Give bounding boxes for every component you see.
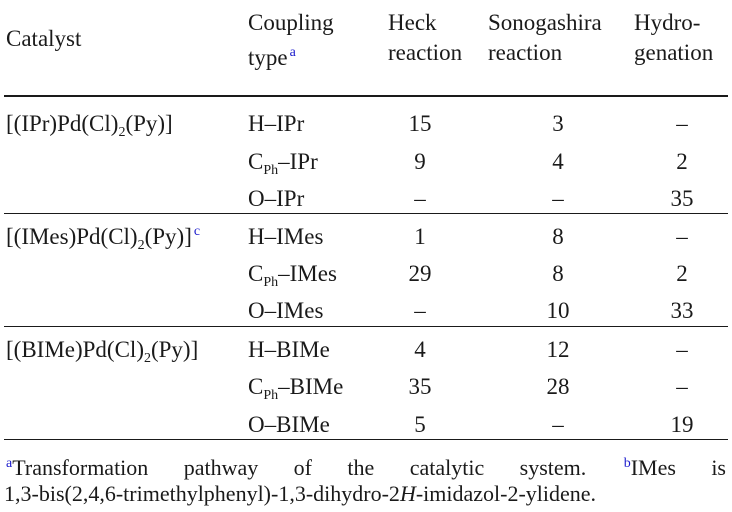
- hydrogenation-value: 33: [670, 298, 694, 323]
- table-row: $C_{Ph}$–BIMe: [248, 374, 344, 403]
- heck-value: 4: [414, 337, 426, 362]
- sonogashira-value: 3: [552, 111, 564, 136]
- heck-value: 9: [414, 149, 426, 174]
- footnote-line-2: 1,3-bis(2,4,6-trimethylphenyl)-1,3-dihydro-2H-imidazol-2-ylidene.: [4, 481, 597, 506]
- header-heck-line1: Heck: [388, 10, 437, 35]
- sonogashira-value: 4: [552, 149, 564, 174]
- sonogashira-value: 28: [546, 374, 570, 399]
- header-sono-line2: reaction: [488, 40, 563, 65]
- table-row: H–BIMe: [248, 337, 330, 362]
- sonogashira-value: 8: [552, 261, 564, 286]
- heck-value: 15: [408, 111, 432, 136]
- heck-value: 1: [414, 224, 426, 249]
- footnote-b-marker: b: [623, 456, 631, 471]
- header-heck-line2: reaction: [388, 40, 463, 65]
- heck-value: –: [414, 186, 426, 211]
- footnote-a-marker: a: [6, 456, 13, 471]
- catalyst-name: $[(IPr)Pd(Cl)_2(Py)]$: [6, 111, 173, 140]
- header-hydrogenation: [634, 8, 713, 68]
- footnote-a-text: Transformation pathway of the catalytic system.: [12, 455, 587, 480]
- header-coupling-line2: type $^a$: [248, 45, 296, 70]
- hydrogenation-value: –: [676, 224, 688, 249]
- sonogashira-value: –: [552, 186, 564, 211]
- header-sono-line1: Sonogashira: [488, 10, 602, 35]
- table-row: H–IPr: [248, 111, 305, 136]
- hydrogenation-value: 2: [676, 149, 688, 174]
- heck-value: 29: [408, 261, 432, 286]
- hydrogenation-value: 35: [670, 186, 694, 211]
- footnote-marker-a[interactable]: a: [289, 45, 296, 60]
- group-divider-1: [4, 213, 728, 214]
- table-row: O–IPr: [248, 186, 305, 211]
- table-row: H–IMes: [248, 224, 324, 249]
- header-sonogashira: [488, 8, 602, 68]
- heck-value: 35: [408, 374, 432, 399]
- group-divider-2: [4, 326, 728, 327]
- header-heck: [388, 8, 462, 68]
- hydrogenation-value: –: [676, 374, 688, 399]
- catalyst-name: $[(BIMe)Pd(Cl)_2(Py)]$: [6, 337, 199, 366]
- table-bottom-rule: [4, 439, 728, 440]
- header-hydro-line2: genation: [634, 40, 714, 65]
- hydrogenation-value: 2: [676, 261, 688, 286]
- header-coupling-line1: Coupling: [248, 10, 334, 35]
- footnote-marker-c[interactable]: c: [193, 224, 201, 239]
- sonogashira-value: –: [552, 412, 564, 437]
- header-rule: [4, 95, 728, 97]
- sonogashira-value: 8: [552, 224, 564, 249]
- table-row: O–BIMe: [248, 412, 330, 437]
- hydrogenation-value: 19: [670, 412, 694, 437]
- header-catalyst: Catalyst: [6, 26, 82, 51]
- footnote-line-1: [4, 449, 726, 483]
- heck-value: 5: [414, 412, 426, 437]
- table-row: $C_{Ph}$–IMes: [248, 261, 337, 290]
- hydrogenation-value: –: [676, 337, 688, 362]
- footnote-b-text-start: IMes is: [630, 455, 726, 480]
- heck-value: –: [414, 298, 426, 323]
- table-row: O–IMes: [248, 298, 324, 323]
- sonogashira-value: 10: [546, 298, 570, 323]
- header-coupling-type: [248, 8, 334, 73]
- catalyst-name: $[(IMes)Pd(Cl)_2(Py)]$ $^c$: [6, 224, 201, 253]
- header-hydro-line1: Hydro-: [634, 10, 701, 35]
- hydrogenation-value: –: [676, 111, 688, 136]
- table-row: $C_{Ph}$–IPr: [248, 149, 318, 178]
- sonogashira-value: 12: [546, 337, 570, 362]
